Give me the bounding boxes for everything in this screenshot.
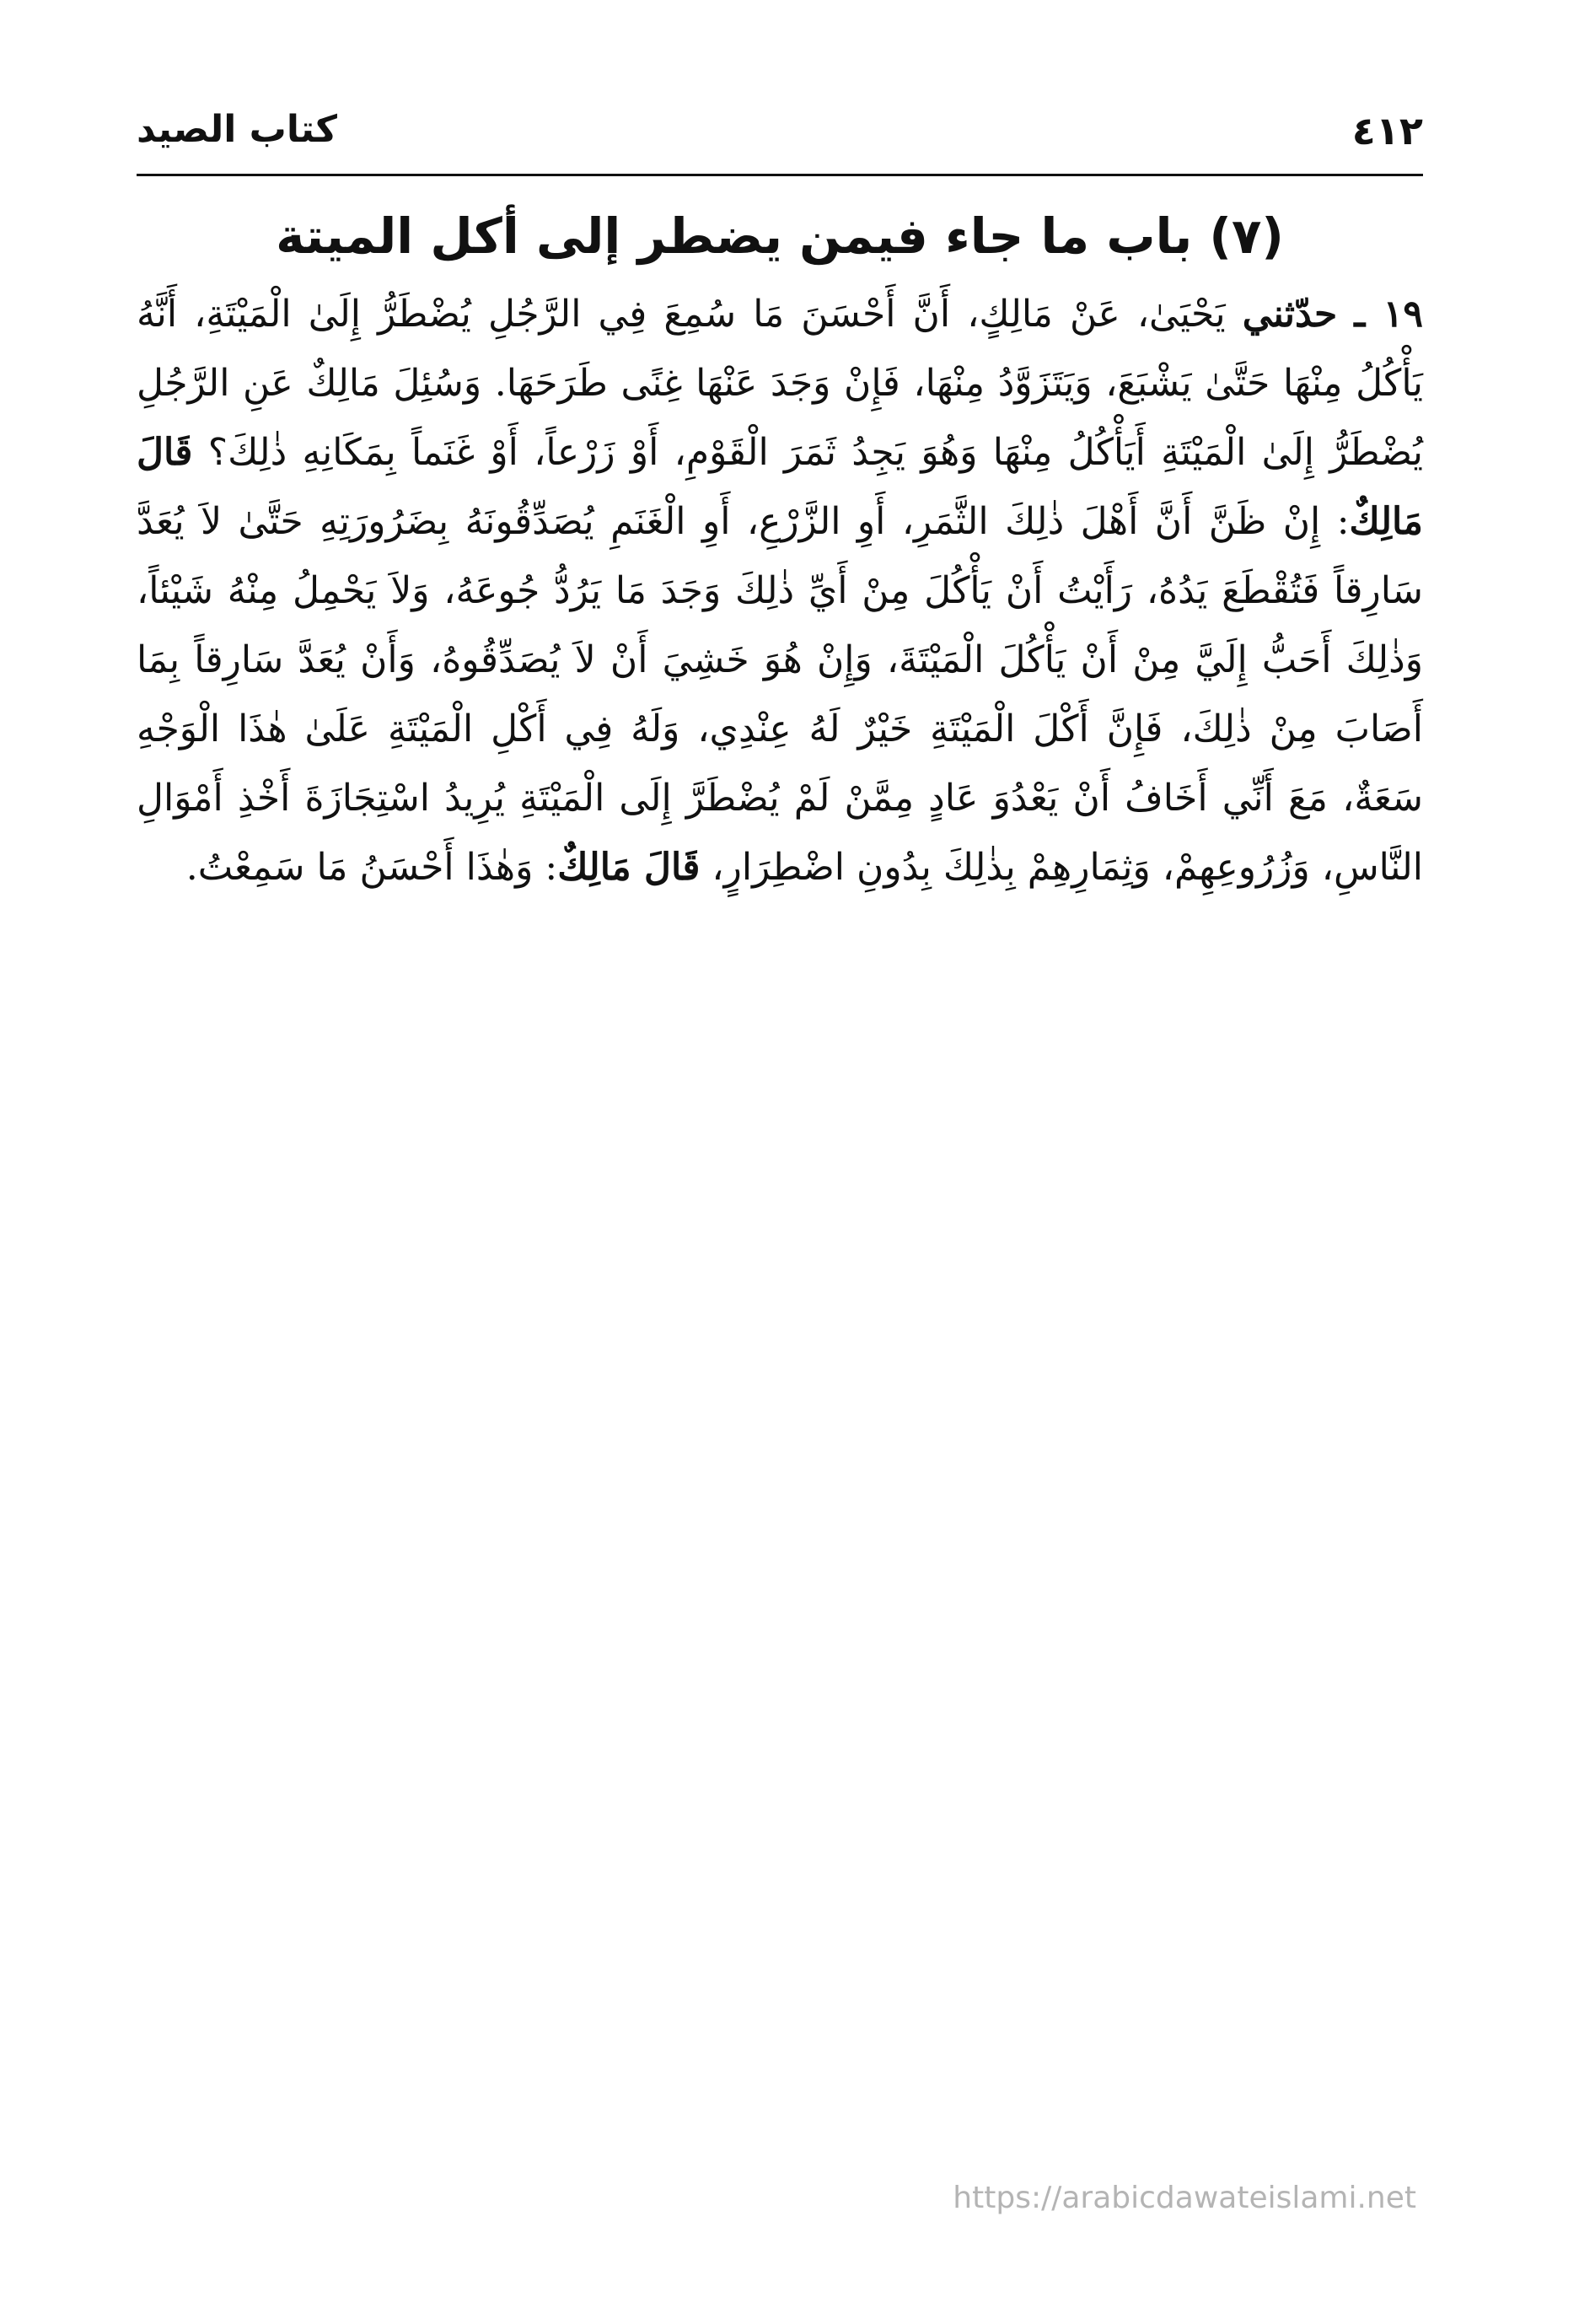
hadith-text-part-1: يَحْيَىٰ، عَنْ مَالِكٍ، أَنَّ أَحْسَنَ مَا سُمِعَ فِي الرَّجُلِ يُضْطَرُّ إِلَىٰ الْمَيْتَةِ، أَنَّهُ يَأْكُلُ مِنْهَا حَتَّىٰ يَشْبَعَ، وَيَتَزَوَّدُ مِنْهَا، فَإِنْ وَجَدَ عَنْهَا غِنًى طَرَحَهَا. وَسُئِلَ مَالِكٌ عَنِ الرَّجُلِ يُضْطَرُّ إِلَىٰ الْمَيْتَةِ أَيَأْكُلُ مِنْهَا وَهُوَ يَجِدُ ثَمَرَ الْقَوْمِ، أَوْ زَرْعاً، أَوْ غَنَماً بِمَكَانِهِ ذٰلِكَ؟	[137, 293, 1423, 474]
page-number: ٤١٢	[1351, 108, 1423, 153]
running-header	[137, 101, 1423, 172]
header-divider	[137, 174, 1423, 176]
book-title: كتاب الصيد	[137, 108, 337, 151]
watermark-url: https://arabicdawateislami.net	[953, 2181, 1416, 2215]
chapter-heading: (٧) باب ما جاء فيمن يضطر إلى أكل الميتة	[276, 207, 1284, 265]
hadith-text-part-2: : إِنْ ظَنَّ أَنَّ أَهْلَ ذٰلِكَ الثَّمَرِ، أَوِ الزَّرْعِ، أَوِ الْغَنَمِ يُصَدِّقُونَهُ بِضَرُورَتِهِ حَتَّىٰ لاَ يُعَدَّ سَارِقاً فَتُقْطَعَ يَدُهُ، رَأَيْتُ أَنْ يَأْكُلَ مِنْ أَيِّ ذٰلِكَ وَجَدَ مَا يَرُدُّ جُوعَهُ، وَلاَ يَحْمِلُ مِنْهُ شَيْئاً، وَذٰلِكَ أَحَبُّ إِلَيَّ مِنْ أَنْ يَأْكُلَ الْمَيْتَةَ، وَإِنْ هُوَ خَشِيَ أَنْ لاَ يُصَدِّقُوهُ، وَأَنْ يُعَدَّ سَارِقاً بِمَا أَصَابَ مِنْ ذٰلِكَ، فَإِنَّ أَكْلَ الْمَيْتَةِ خَيْرٌ لَهُ عِنْدِي، وَلَهُ فِي أَكْلِ الْمَيْتَةِ عَلَىٰ هٰذَا الْوَجْهِ سَعَةٌ، مَعَ أَنِّي أَخَافُ أَنْ يَعْدُوَ عَادٍ مِمَّنْ لَمْ يُضْطَرَّ إِلَى الْمَيْتَةِ يُرِيدُ اسْتِجَازَةَ أَخْذِ أَمْوَالِ النَّاسِ، وَزُرُوعِهِمْ، وَثِمَارِهِمْ بِذٰلِكَ بِدُونِ اضْطِرَارٍ،	[137, 500, 1423, 889]
hadith-number: ١٩ ـ	[1354, 293, 1423, 336]
hadith-text-part-3: : وَهٰذَا أَحْسَنُ مَا سَمِعْتُ.	[185, 846, 558, 889]
opening-keyword: حدّثني	[1242, 293, 1338, 336]
speaker-keyword-1: قَالَ مَالِكٌ	[137, 431, 1423, 543]
speaker-keyword-2: قَالَ مَالِكٌ	[557, 846, 701, 889]
hadith-paragraph	[137, 280, 1423, 902]
